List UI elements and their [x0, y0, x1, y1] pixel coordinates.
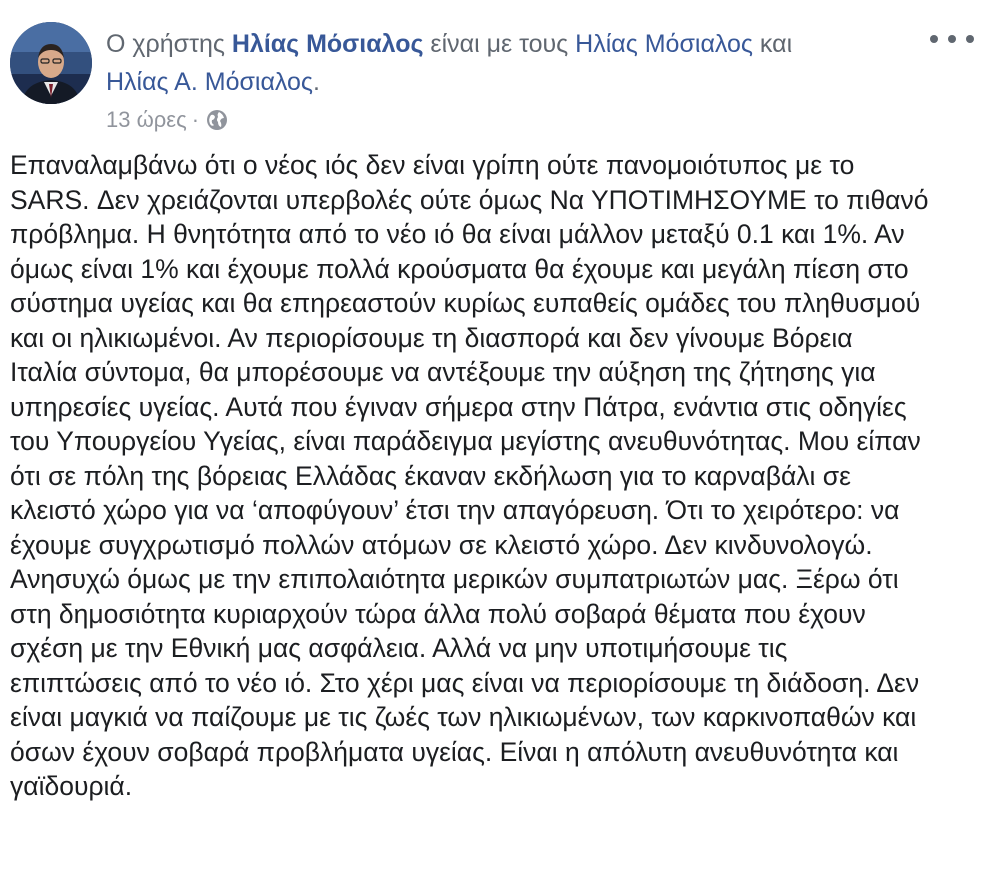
post-text-line: όσων έχουν σοβαρά προβλήματα υγείας. Είναι η απόλυτη ανευθυνότητα και — [10, 736, 899, 767]
post-text-line: έχουμε συγχρωτισμό πολλών ατόμων σε κλειστό χώρο. Δεν κινδυνολογώ. — [10, 529, 873, 560]
more-options-dot-icon — [930, 35, 938, 43]
post-text-line: ότι σε πόλη της βόρειας Ελλάδας έκαναν εκδήλωση για το καρναβάλι σε — [10, 460, 851, 491]
post-text-line: υπηρεσίες υγείας. Αυτά που έγιναν σήμερα στην Πάτρα, ενάντια στις οδηγίες — [10, 391, 907, 422]
post-text-line: του Υπουργείου Υγείας, είναι παράδειγμα μεγίστης ανευθυνότητας. Μου είπαν — [10, 426, 921, 456]
avatar[interactable] — [10, 22, 92, 104]
post-text-line: επιπτώσεις από το νέο ιό. Στο χέρι μας είναι να περιορίσουμε τη διάδοση. Δεν — [10, 667, 920, 698]
tagged-user-link-2[interactable]: Ηλίας Α. Μόσιαλος — [106, 68, 313, 96]
post-text-line: στη δημοσιότητα κυριαρχούν τώρα άλλα πολύ σοβαρά θέματα που έχουν — [10, 598, 866, 629]
post-text-line: όμως είναι 1% και έχουμε πολλά κρούσματα θα έχουμε και μεγάλη πίεση στο — [10, 253, 909, 284]
post-text-line: Ανησυχώ όμως με την επιπολαιότητα μερικών συμπατριωτών μας. Ξέρω ότι — [10, 564, 899, 594]
header-with-text: είναι με τους — [430, 30, 569, 58]
meta-separator: · — [191, 107, 200, 132]
author-name-link[interactable]: Ηλίας Μόσιαλος — [231, 30, 424, 58]
more-options-dot-icon — [966, 35, 974, 43]
header-and-text: και — [759, 30, 793, 58]
post-meta — [106, 104, 228, 136]
post-text-line: πρόβλημα. Η θνητότητα από το νέο ιό θα είναι μάλλον μεταξύ 0.1 και 1%. Αν — [10, 219, 905, 249]
post-text-line: είναι μαγκιά να παίζουμε με τις ζωές των ηλικιωμένων, των καρκινοπαθών και — [10, 702, 917, 732]
globe-icon[interactable] — [206, 109, 228, 131]
more-options-dot-icon — [948, 35, 956, 43]
post-text-line: και οι ηλικιωμένοι. Αν περιορίσουμε τη διασπορά και δεν γίνουμε Βόρεια — [10, 322, 853, 353]
post-text-line: σχέση με την Εθνική μας ασφάλεια. Αλλά να μην υποτιμήσουμε τις — [10, 633, 788, 663]
header-period: . — [312, 68, 320, 96]
more-options-button[interactable] — [930, 26, 974, 52]
post-text-line: SARS. Δεν χρειάζονται υπερβολές ούτε όμως Να ΥΠΟΤΙΜΗΣΟΥΜΕ το πιθανό — [10, 184, 929, 215]
post-text-line: Επαναλαμβάνω ότι ο νέος ιός δεν είναι γρίπη ούτε πανομοιότυπος με το — [10, 150, 855, 180]
post-text-line: Ιταλία σύντομα, θα μπορέσουμε να αντέξουμε την αύξηση της ζήτησης για — [10, 357, 876, 387]
post-timestamp-link[interactable]: 13 ώρες — [106, 107, 187, 132]
avatar-photo-icon — [10, 22, 92, 104]
post-header-line-2 — [106, 64, 926, 100]
post-text-line: κλειστό χώρο για να ‘αποφύγουν’ έτσι την απαγόρευση. Ότι το χειρότερο: να — [10, 495, 900, 525]
post-header-line-1 — [106, 26, 926, 62]
header-prefix: Ο χρήστης — [106, 30, 225, 58]
post-text-line: σύστημα υγείας και θα επηρεαστούν κυρίως ευπαθείς ομάδες του πληθυσμού — [10, 288, 921, 318]
post-text-line: γαϊδουριά. — [10, 771, 133, 801]
post-body-text — [10, 148, 976, 804]
tagged-user-link-1[interactable]: Ηλίας Μόσιαλος — [575, 30, 753, 58]
